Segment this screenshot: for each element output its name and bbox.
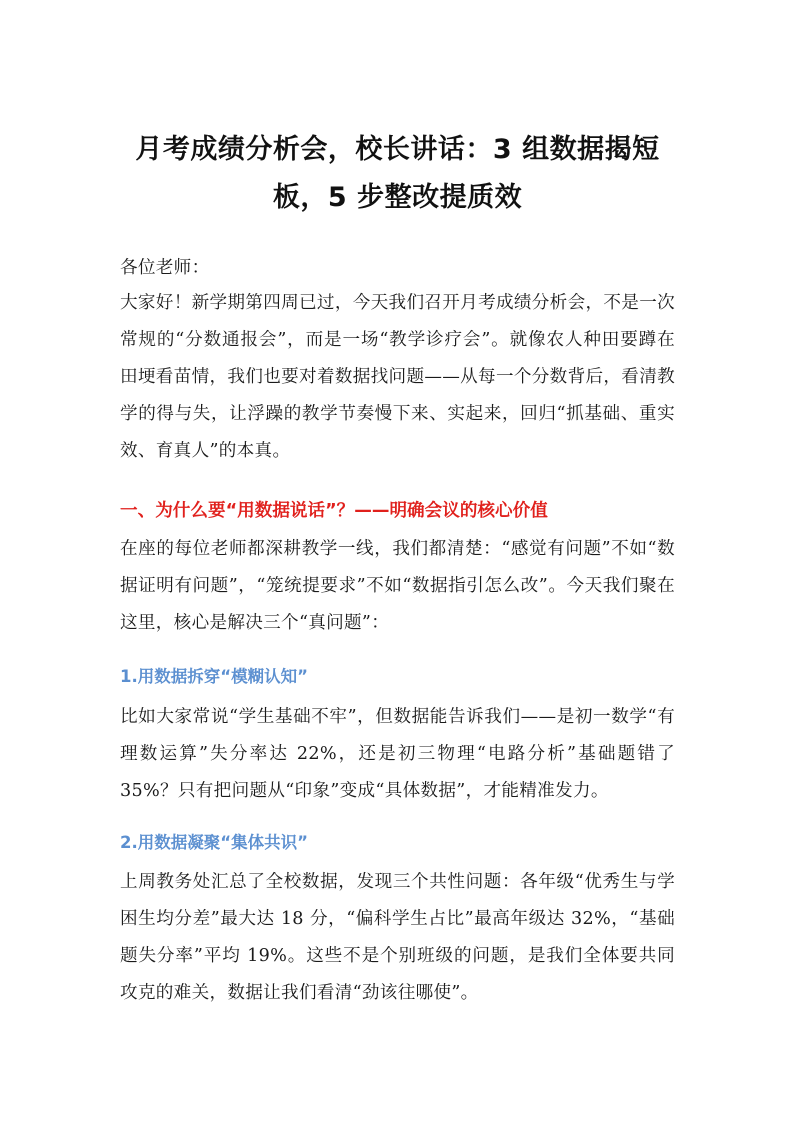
section-heading-1: 一、为什么要“用数据说话”？——明确会议的核心价值 — [120, 501, 548, 521]
section1-paragraph: 在座的每位老师都深耕教学一线，我们都清楚：“感觉有问题”不如“数据证明有问题”，“笼统提要求”不如“数据指引怎么改”。今天我们聚在这里，核心是解决三个“真问题”： — [120, 539, 675, 633]
point1-paragraph: 比如大家常说“学生基础不牢”，但数据能告诉我们——是初一数学“有理数运算”失分率达 22%，还是初三物理“电路分析”基础题错了 35%？只有把问题从“印象”变成“具体数据”，才能精准发力。 — [120, 707, 675, 801]
document-title: 月考成绩分析会，校长讲话：3 组数据揭短板，5 步整改提质效 — [135, 134, 660, 213]
intro-paragraph: 大家好！新学期第四周已过，今天我们召开月考成绩分析会，不是一次常规的“分数通报会”，而是一场“教学诊疗会”。就像农人种田要蹲在田埂看苗情，我们也要对着数据找问题——从每一个分数背后，看清教学的得与失，让浮躁的教学节奏慢下来、实起来，回归“抓基础、重实效、育真人”的本真。 — [120, 293, 675, 461]
salutation: 各位老师： — [120, 258, 210, 278]
subheading-point-2: 2.用数据凝聚“集体共识” — [120, 833, 308, 852]
subheading-point-1: 1.用数据拆穿“模糊认知” — [120, 667, 308, 686]
point2-paragraph: 上周教务处汇总了全校数据，发现三个共性问题：各年级“优秀生与学困生均分差”最大达 18 分，“偏科学生占比”最高年级达 32%，“基础题失分率”平均 19%。这些不是个别班级的问题，是我们全体要共同攻克的难关，数据让我们看清“劲该往哪使”。 — [120, 872, 675, 1003]
